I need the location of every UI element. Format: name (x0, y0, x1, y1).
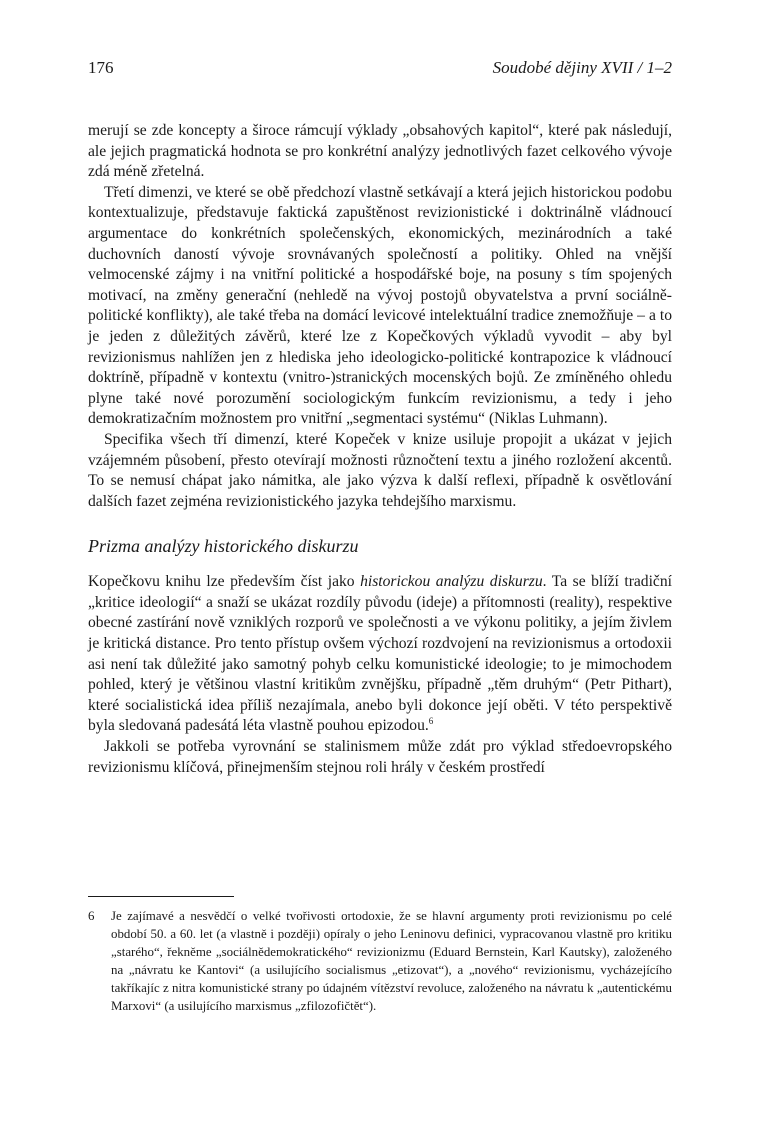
footnote-text: Je zajímavé a nesvědčí o velké tvořivosti ortodoxie, že se hlavní argumenty proti revizionismu po celé období 50. a 60. let (a vlastně i později) opíraly o jeho Leninovu definici, vypracovanou vlastně pro kritiku „starého“, řekněme „sociálnědemokratického“ revizionizmu (Eduard Bernstein, Karl Kautsky), založeného na „návratu ke Kantovi“ (a usilujícího socialismus „etizovat“), a „nového“ revizionismu, vycházejícího takříkajíc z nitra komunistické strany po údajném vítězství revoluce, založeného na návratu k „autentickému Marxovi“ (a usilujícího marxismus „zfilozofičtět“). (111, 909, 672, 1013)
footnote-number: 6 (88, 909, 95, 923)
paragraph-3: Specifika všech tří dimenzí, které Kopeček v knize usiluje propojit a ukázat v jejich vzájemném působení, přesto otevírají možnosti různočtení textu a jiného rozložení akcentů. To se nemusí chápat jako námitka, ale jako výzva k další reflexi, případně k osvětlování dalších fazet zejména revizionistického jazyka tehdejšího marxismu. (88, 430, 672, 510)
page-header (88, 58, 672, 88)
paragraph-2: Třetí dimenzi, ve které se obě předchozí vlastně setkávají a která jejich historickou podobu kontextualizuje, představuje faktická zapuštěnost revizionistické i doktrinálně vládnoucí argumentace do konkrétních společenských, ekonomických, mezinárodních a také duchovních daností vývoje srovnávaných společností a politiky. Ohled na vnější velmocenské zájmy i na vnitřní politické a hospodářské boje, na posuny s tím spojených motivací, na změny generační (nehledě na vývoj postojů obyvatelstva a první sociálně-politické konflikty), ale také třeba na domácí levicové intelektuální tradice znemožňuje – a to je jeden z důležitých závěrů, které lze z Kopečkových výkladů vyvodit – aby byl revizionismus nahlížen jen z hlediska jeho ideologicko-politické kontrapozice k vládnoucí doktríně, případně v kontextu (vnitro-)stranických mocenských bojů. Ze zmíněného ohledu plyne také nové porozumění sociologickým funkcím revizionismu, a tedy i jeho demokratizačním možnostem pro vnitřní „segmentaci systému“ (Niklas Luhmann). (88, 183, 672, 428)
running-head: Soudobé dějiny XVII / 1–2 (492, 58, 672, 77)
footnotes (88, 908, 672, 1015)
footnote (88, 908, 672, 1015)
paragraph-5: Jakkoli se potřeba vyrovnání se stalinismem může zdát pro výklad středoevropského revizionismu klíčová, přinejmenším stejnou roli hrály v českém prostředí (88, 738, 672, 776)
paragraph-4-emphasis: historickou analýzu diskurzu (360, 573, 543, 591)
paragraph-4-text-end: . Ta se blíží tradiční „kritice ideologií“ a snaží se ukázat rozdíly původu (ideje) a přítomnosti (reality), respektive obecné zastírání nově vzniklých rozporů ve společnosti a ve výkonu politiky, a jejím živlem je kritická distance. Pro tento přístup ovšem výchozí rozdvojení na revizionismus a ortodoxii asi není tak důležité jako samotný pohyb celku komunistické ideologie; to je mimochodem pohled, který je většinou vlastní kritikům zvnějšku, případně „těm druhým“ (Petr Pithart), které socialistická idea příliš nezajímala, anebo byli dokonce její oběti. V této perspektivě byla sledovaná padesátá léta vlastně pouhou epizodou. (88, 573, 672, 735)
paragraph-4-text-start: Kopečkovu knihu lze především číst jako (88, 573, 361, 591)
page-number: 176 (88, 58, 114, 77)
footnote-ref[interactable]: 6 (428, 716, 434, 727)
paragraph-1: merují se zde koncepty a široce rámcují výklady „obsahových kapitol“, které pak následují, ale jejich pragmatická hodnota se pro konkrétní analýzy jednotlivých fazet celkového vývoje zdá méně zřetelná. (88, 122, 672, 181)
paragraph-4 (88, 572, 672, 737)
main-text (88, 121, 672, 778)
section-heading: Prizma analýzy historického diskurzu (88, 536, 359, 557)
footnote-divider (88, 896, 234, 897)
